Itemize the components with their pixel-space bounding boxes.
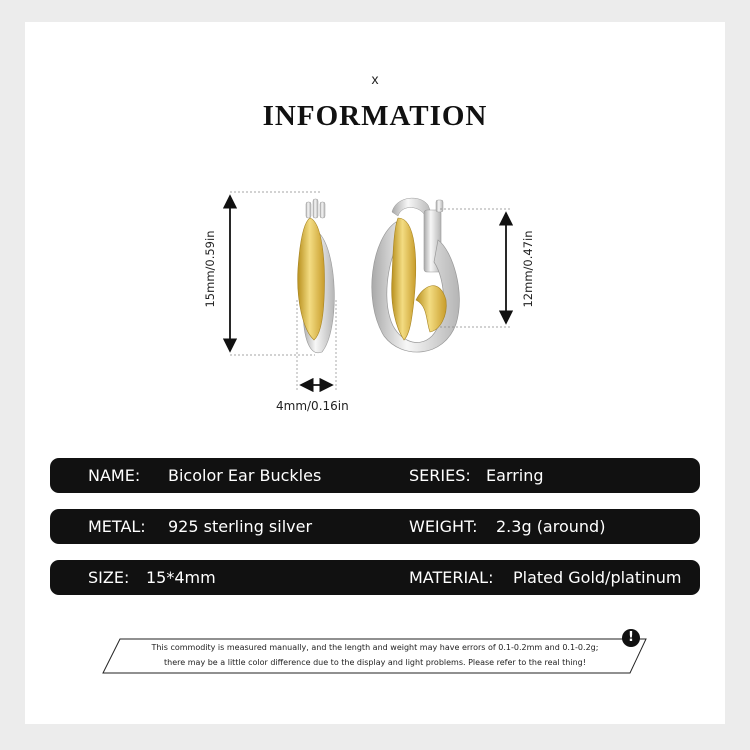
size-value: 15*4mm [146, 568, 216, 587]
metal-label: METAL: [88, 517, 146, 536]
series-label: SERIES: [409, 466, 471, 485]
material-label: MATERIAL: [409, 568, 494, 587]
dimension-label-width: 4mm/0.16in [276, 399, 349, 413]
material-value: Plated Gold/platinum [513, 568, 682, 587]
weight-value: 2.3g (around) [496, 517, 606, 536]
earring-side-view [298, 199, 335, 353]
weight-label: WEIGHT: [409, 517, 478, 536]
page-title: INFORMATION [262, 100, 488, 132]
notice-line-1: This commodity is measured manually, and the length and weight may have errors of 0.1-0.2mm and 0.1-0.2g; [151, 643, 599, 652]
dimension-label-right-height: 12mm/0.47in [521, 230, 535, 308]
notice-line-2: there may be a little color difference due to the display and light problems. Please refer to the real thing! [164, 658, 586, 667]
close-button[interactable]: x [371, 71, 379, 87]
name-label: NAME: [88, 466, 141, 485]
exclamation-icon: ! [622, 629, 640, 647]
spec-row-name [50, 458, 700, 493]
name-value: Bicolor Ear Buckles [168, 466, 322, 485]
size-label: SIZE: [88, 568, 130, 587]
series-value: Earring [486, 466, 544, 485]
spec-row-size [50, 560, 700, 595]
earring-front-view [372, 198, 460, 352]
metal-value: 925 sterling silver [168, 517, 313, 536]
dimension-label-left-height: 15mm/0.59in [203, 230, 217, 308]
spec-row-metal [50, 509, 700, 544]
